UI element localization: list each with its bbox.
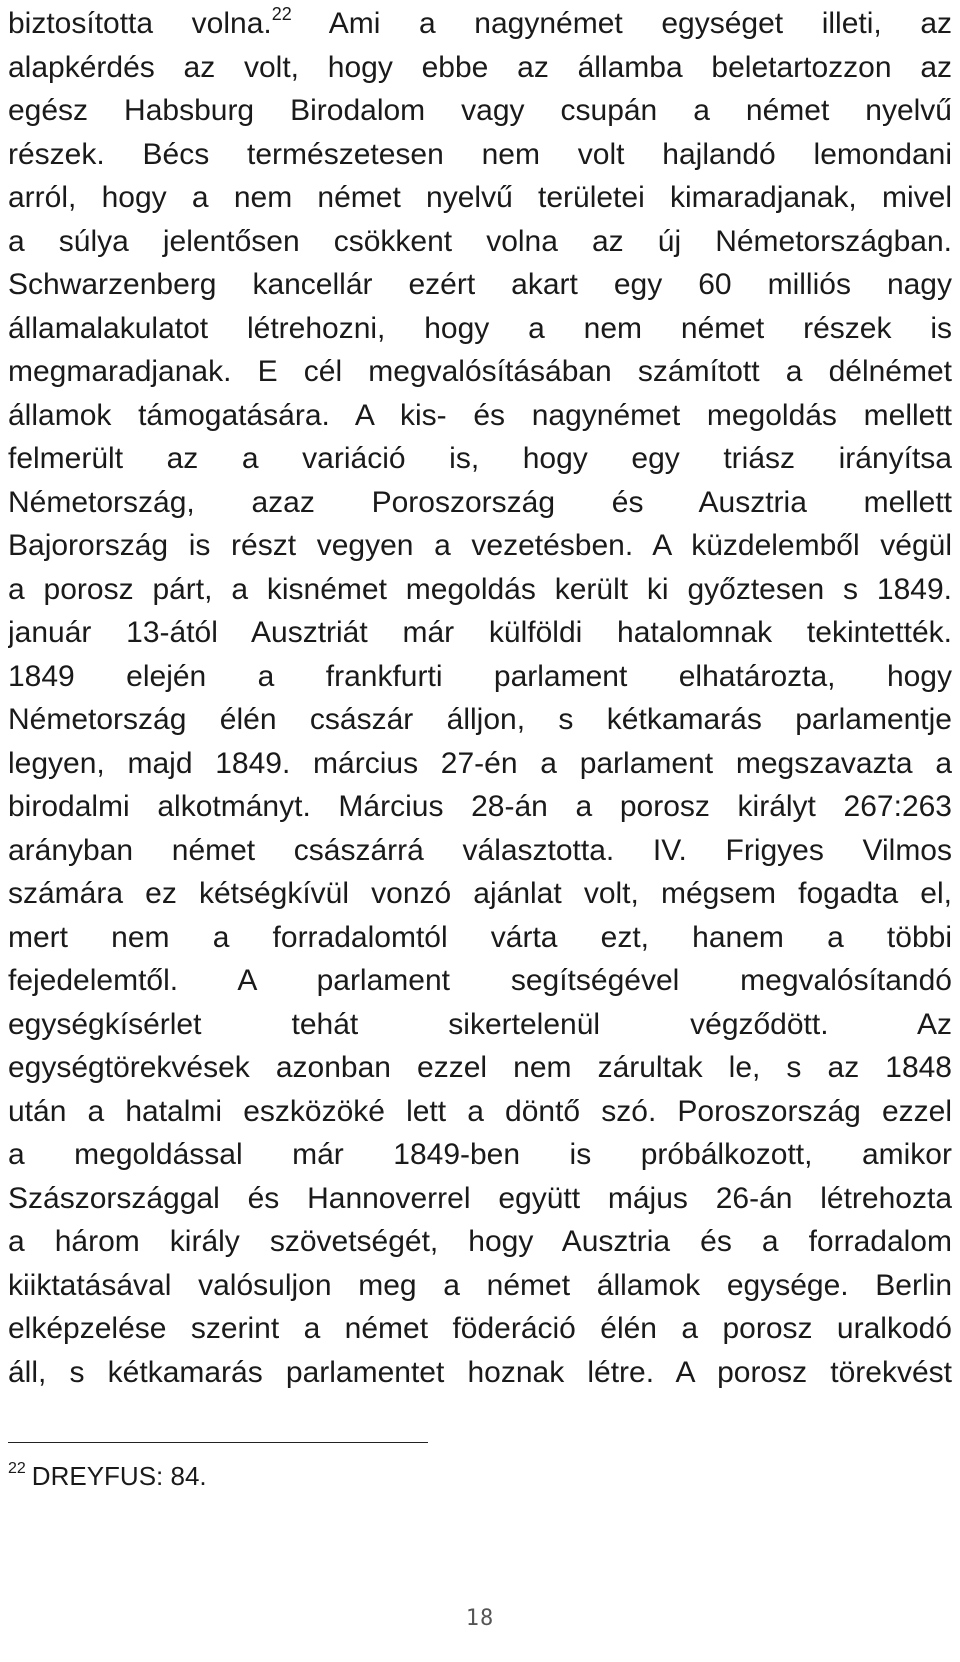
text-line-25: egységtörekvések azonban ezzel nem zárultak le, s az 1848	[8, 1051, 952, 1084]
text-line-30: kiiktatásával valósuljon meg a német államok egysége. Berlin	[8, 1268, 952, 1302]
text-line-29: a három király szövetségét, hogy Ausztria és a forradalom	[8, 1225, 952, 1258]
text-line-20: arányban német császárrá választotta. IV. Frigyes Vilmos	[8, 833, 952, 867]
text-line-31: elképzelése szerint a német föderáció élén a porosz uralkodó	[8, 1312, 952, 1345]
text-line-28: Szászországgal és Hannoverrel együtt május 26-án létrehozta	[8, 1181, 952, 1215]
footnote-reference[interactable]: 22	[271, 4, 292, 24]
text-line-5: arról, hogy a nem német nyelvű területei kimaradjanak, mivel	[8, 181, 952, 214]
text-line-11: felmerült az a variáció is, hogy egy triász irányítsa	[8, 442, 952, 475]
text-line-21: számára ez kétségkívül vonzó ajánlat volt, mégsem fogadta el,	[8, 877, 952, 910]
footnote-separator	[8, 1442, 428, 1443]
text-line-17: Németország élén császár álljon, s kétkamarás parlamentje	[8, 703, 952, 736]
text-line-6: a súlya jelentősen csökkent volna az új Németországban.	[8, 224, 952, 258]
text-line-19: birodalmi alkotmányt. Március 28-án a porosz királyt 267:263	[8, 790, 952, 823]
text-line-22: mert nem a forradalomtól várta ezt, hanem a többi	[8, 920, 952, 954]
footnote-text: DREYFUS: 84.	[31, 1461, 207, 1491]
text-line-2: alapkérdés az volt, hogy ebbe az államba beletartozzon az	[8, 50, 952, 84]
text-line-8: államalakulatot létrehozni, hogy a nem német részek is	[8, 311, 952, 345]
text-line-12: Németország, azaz Poroszország és Ausztria mellett	[8, 485, 952, 519]
text-line-10: államok támogatására. A kis- és nagynémet megoldás mellett	[8, 398, 952, 432]
text-line-18: legyen, majd 1849. március 27-én a parlament megszavazta a	[8, 746, 952, 780]
page-number: 18	[465, 1606, 495, 1631]
text-line-23: fejedelemtől. A parlament segítségével megvalósítandó	[8, 964, 952, 997]
text-line-24: egységkísérlet tehát sikertelenül végződött. Az	[8, 1007, 952, 1041]
body-text	[8, 2, 952, 1394]
footnote-number: 22	[8, 1460, 26, 1477]
text-line-7: Schwarzenberg kancellár ezért akart egy 60 milliós nagy	[8, 268, 952, 301]
text-line-15: január 13-ától Ausztriát már külföldi hatalomnak tekintették.	[8, 616, 952, 649]
text-line-32: áll, s kétkamarás parlamentet hoznak létre. A porosz törekvést	[8, 1355, 952, 1389]
text-line-1: biztosította volna.$^{22}$ Ami a nagynémet egységet illeti, az	[8, 4, 952, 40]
text-line-9: megmaradjanak. E cél megvalósításában számított a délnémet	[8, 355, 952, 388]
text-line-14: a porosz párt, a kisnémet megoldás került ki győztesen s 1849.	[8, 572, 952, 606]
document-page	[8, 0, 952, 1662]
footnote	[8, 1456, 207, 1496]
text-line-3: egész Habsburg Birodalom vagy csupán a német nyelvű	[8, 94, 952, 127]
text-line-16: 1849 elején a frankfurti parlament elhatározta, hogy	[8, 659, 952, 693]
text-line-4: részek. Bécs természetesen nem volt hajlandó lemondani	[8, 137, 952, 171]
text-line-27: a megoldással már 1849-ben is próbálkozott, amikor	[8, 1138, 952, 1171]
text-line-26: után a hatalmi eszközöké lett a döntő szó. Poroszország ezzel	[8, 1094, 952, 1128]
text-line-13: Bajorország is részt vegyen a vezetésben. A küzdelemből végül	[8, 529, 952, 562]
